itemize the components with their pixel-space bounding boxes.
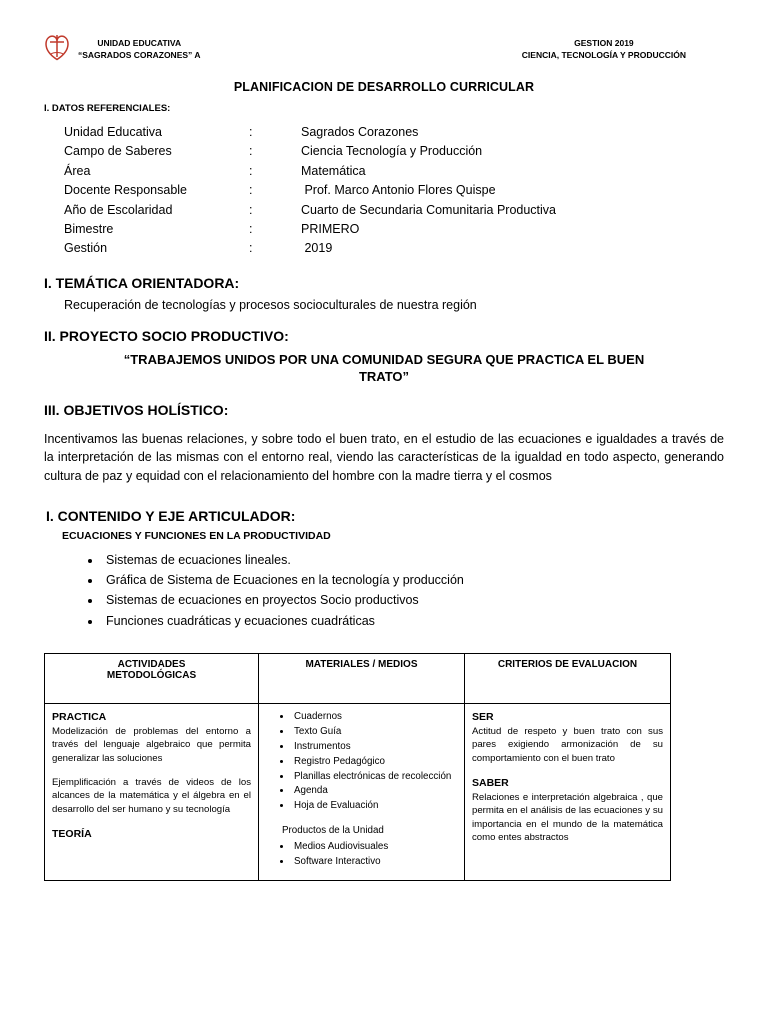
practica-title: PRACTICA	[52, 710, 107, 723]
row-colon: :	[249, 163, 253, 178]
school-crest-icon	[44, 32, 70, 62]
row-value: PRIMERO	[301, 221, 360, 236]
grid-header-row	[45, 653, 671, 703]
page-title: PLANIFICACION DE DESARROLLO CURRICULAR	[233, 80, 535, 94]
row-value: Matemática	[301, 163, 366, 178]
table-row	[64, 162, 556, 181]
saber-title: SABER	[472, 776, 509, 789]
ser-title: SER	[472, 710, 494, 723]
cell-materiales	[259, 703, 465, 880]
table-row	[64, 220, 556, 239]
row-colon: :	[249, 221, 253, 236]
row-colon: :	[249, 202, 253, 217]
section-objetivos-label: III. OBJETIVOS HOLÍSTICO:	[44, 401, 229, 418]
row-colon: :	[249, 144, 253, 159]
row-value: Prof. Marco Antonio Flores Quispe	[301, 183, 496, 198]
row-label: Gestión	[64, 241, 108, 256]
school-line-2: “SAGRADOS CORAZONES” A	[78, 50, 201, 61]
contenido-bullet-list	[44, 550, 724, 631]
teoria-title: TEORÍA	[52, 827, 92, 840]
list-item: • Medios Audiovisuales	[292, 840, 457, 855]
row-label: Área	[64, 163, 91, 178]
row-value: Ciencia Tecnología y Producción	[301, 144, 483, 159]
header-left-text	[78, 34, 200, 62]
row-label: Docente Responsable	[64, 183, 187, 198]
saber-text: Relaciones e interpretación algebraica , que permita en el análisis de las ecuaciones y su importancia en el mundo de la matemática como entes abstractos	[472, 791, 663, 844]
table-row	[64, 239, 556, 258]
row-label: Campo de Saberes	[64, 144, 172, 159]
row-value: Sagrados Corazones	[301, 125, 419, 139]
header-left-block	[44, 34, 200, 62]
section-tematica-label: I. TEMÁTICA ORIENTADORA:	[44, 274, 240, 291]
list-item: • Hoja de Evaluación	[292, 799, 457, 814]
productos-list	[266, 840, 457, 870]
column-header-criterios: CRITERIOS DE EVALUACION	[465, 653, 671, 703]
gestion-year: GESTION 2019	[574, 38, 634, 48]
list-item: • Texto Guía	[292, 725, 457, 740]
list-item: • Sistemas de ecuaciones en proyectos Socio productivos	[102, 590, 724, 610]
list-item: • Registro Pedagógico	[292, 755, 457, 770]
field-area: CIENCIA, TECNOLOGÍA Y PRODUCCIÓN	[521, 50, 686, 61]
row-value: Cuarto de Secundaria Comunitaria Productiva	[301, 202, 556, 217]
list-item: • Sistemas de ecuaciones lineales.	[102, 550, 724, 570]
ser-text: Actitud de respeto y buen trato con sus pares exigiendo armonización de su comportamiento con el buen trato	[472, 725, 663, 765]
table-row	[64, 142, 556, 161]
spacer	[52, 766, 251, 776]
table-row	[64, 123, 556, 142]
table-row	[64, 201, 556, 220]
column-header-line2: METODOLÓGICAS	[106, 669, 197, 681]
section-objetivos-text: Incentivamos las buenas relaciones, y sobre todo el buen trato, en el estudio de las ecuaciones e igualdades a través de la interpretación de las mismas con el entorno real, viendo las características de la igualdad en todo aspecto, generando cultura de paz y equidad con el relacionamiento del hombre con la madre tierra y el cosmos	[44, 431, 724, 484]
list-item: • Agenda	[292, 784, 457, 799]
list-item: • Planillas electrónicas de recolección	[292, 770, 457, 785]
spacer	[472, 766, 663, 776]
row-colon: :	[249, 241, 253, 256]
column-header-materiales: MATERIALES / MEDIOS	[259, 653, 465, 703]
practica-text: Modelización de problemas del entorno a través del lenguaje algebraico que permita generalizar las soluciones	[52, 725, 251, 765]
row-label: Unidad Educativa	[64, 125, 162, 139]
productos-label: Productos de la Unidad	[282, 825, 384, 837]
table-row	[64, 181, 556, 200]
table-row	[45, 703, 671, 880]
ejemplificacion-text: Ejemplificación a través de videos de los alcances de la matemática y el álgebra en el desarrollo del ser humano y su tecnología	[52, 776, 251, 815]
list-item: • Instrumentos	[292, 740, 457, 755]
cell-criterios	[465, 703, 671, 880]
document-header	[44, 34, 724, 62]
planning-grid-table	[44, 653, 671, 881]
row-label: Año de Escolaridad	[64, 202, 173, 217]
referential-data-table	[64, 123, 556, 259]
section-contenido-label: I. CONTENIDO Y EJE ARTICULADOR:	[46, 507, 296, 524]
list-item: • Gráfica de Sistema de Ecuaciones en la tecnología y producción	[102, 570, 724, 590]
school-line-1: UNIDAD EDUCATIVA	[97, 38, 182, 48]
column-header-line1: ACTIVIDADES	[117, 658, 186, 670]
list-item: • Software Interactivo	[292, 855, 457, 870]
header-right-block	[522, 34, 686, 62]
row-colon: :	[249, 183, 253, 198]
spacer	[52, 817, 251, 827]
section-tematica-text: Recuperación de tecnologías y procesos socioculturales de nuestra región	[64, 297, 477, 312]
section-datos-label: I. DATOS REFERENCIALES:	[44, 103, 171, 114]
list-item: • Cuadernos	[292, 710, 457, 725]
materiales-list	[266, 710, 457, 814]
list-item: • Funciones cuadráticas y ecuaciones cuadráticas	[102, 611, 724, 631]
row-colon: :	[249, 125, 253, 139]
row-label: Bimestre	[64, 221, 114, 236]
column-header-actividades	[45, 653, 259, 703]
section-contenido-subtitle: ECUACIONES Y FUNCIONES EN LA PRODUCTIVIDAD	[62, 529, 331, 542]
section-proyecto-label: II. PROYECTO SOCIO PRODUCTIVO:	[44, 327, 289, 344]
cell-actividades	[45, 703, 259, 880]
section-proyecto-quote: “TRABAJEMOS UNIDOS POR UNA COMUNIDAD SEGURA QUE PRACTICA EL BUEN TRATO”	[123, 351, 645, 385]
row-value: 2019	[301, 241, 333, 256]
